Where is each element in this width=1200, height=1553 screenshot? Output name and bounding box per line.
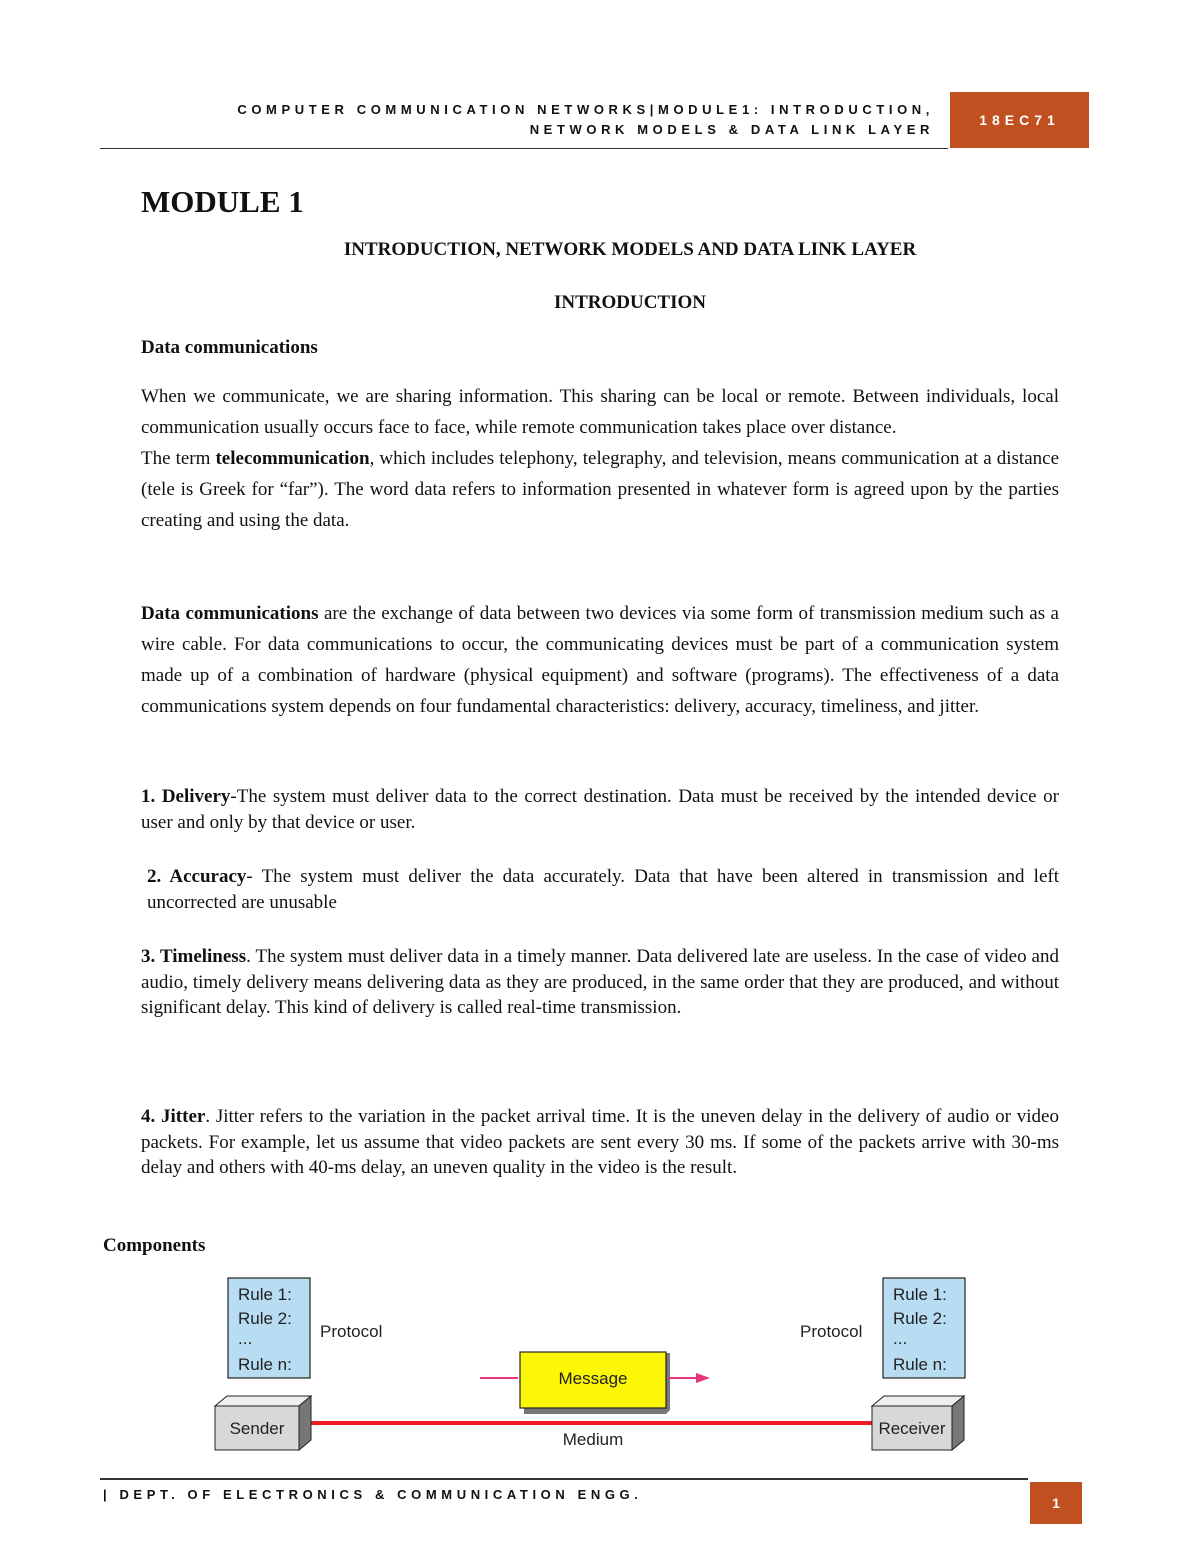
characteristic-label: 1. Delivery (141, 786, 231, 807)
sender-rule-ellipsis: ... (238, 1329, 253, 1348)
receiver-rule-ellipsis: ... (893, 1329, 908, 1348)
receiver-device-top (872, 1396, 964, 1406)
sender-device-top (215, 1396, 311, 1406)
module-subtitle: INTRODUCTION, NETWORK MODELS AND DATA LINK LAYER (343, 239, 917, 260)
data-communications-paragraph (141, 598, 1059, 722)
medium-label: Medium (562, 1430, 624, 1449)
characteristic-text: - The system must deliver the data accurately. Data that have been altered in transmission and left uncorrected are unusable (147, 866, 1059, 913)
course-code-badge: 18EC71 (950, 92, 1089, 148)
sender-rule-n: Rule n: (238, 1355, 292, 1374)
characteristic-text: -The system must deliver data to the correct destination. Data must be received by the intended device or user and only by that device or user. (141, 786, 1059, 833)
header-line-2: NETWORK MODELS & DATA LINK LAYER (529, 122, 934, 137)
receiver-rule-1: Rule 1: (893, 1285, 947, 1304)
components-diagram (200, 1270, 980, 1460)
receiver-device-side (952, 1396, 964, 1450)
components-heading: Components (103, 1235, 206, 1256)
sender-rule-2: Rule 2: (238, 1309, 292, 1328)
footer-divider (100, 1478, 1028, 1480)
characteristic-label: 3. Timeliness (141, 946, 247, 967)
message-label: Message (558, 1369, 628, 1388)
characteristic-label: 4. Jitter (141, 1106, 206, 1127)
term-data-communications: Data communications (141, 603, 319, 624)
term-telecommunication: telecommunication (215, 448, 370, 469)
module-title: MODULE 1 (141, 184, 304, 219)
header-line-1: COMPUTER COMMUNICATION NETWORKS|MODULE1: INTRODUCTION, (237, 102, 934, 117)
running-header (237, 100, 934, 140)
receiver-rule-2: Rule 2: (893, 1309, 947, 1328)
footer-department: | DEPT. OF ELECTRONICS & COMMUNICATION ENGG. (103, 1487, 643, 1502)
paragraph-3-rest: are the exchange of data between two devices via some form of transmission medium such as a wire cable. For data communications to occur, the communicating devices must be part of a communication system made up of a combination of hardware (physical equipment) and software (programs). The effectiveness of a data communications system depends on four fundamental characteristics: delivery, accuracy, timeliness, and jitter. (141, 603, 1059, 717)
data-communications-heading: Data communications (141, 337, 318, 358)
receiver-rule-n: Rule n: (893, 1355, 947, 1374)
characteristic-accuracy (141, 864, 1059, 915)
characteristic-timeliness (141, 944, 1059, 1021)
characteristic-label: 2. Accuracy (147, 866, 247, 887)
sender-rule-1: Rule 1: (238, 1285, 292, 1304)
section-title: INTRODUCTION (553, 292, 707, 313)
receiver-label: Receiver (878, 1419, 946, 1438)
protocol-label-right: Protocol (800, 1322, 863, 1341)
message-arrow-head (696, 1373, 710, 1383)
header-divider (100, 148, 948, 149)
characteristic-text: . The system must deliver data in a timely manner. Data delivered late are useless. In the case of video and audio, timely delivery means delivering data as they are produced, in the same order that they are produced, and without significant delay. This kind of delivery is called real-time transmission. (141, 946, 1059, 1018)
paragraph-2-rest: , which includes telephony, telegraphy, and television, means communication at a distance (tele is Greek for “far”). The word data refers to information presented in whatever form is agreed upon by the parties creating and using the data. (141, 448, 1060, 531)
paragraph-1: When we communicate, we are sharing information. This sharing can be local or remote. Between individuals, local communication usually occurs face to face, while remote communication takes place over distance. (141, 386, 1059, 438)
page-number-badge: 1 (1030, 1482, 1082, 1524)
paragraph-2-start: The term (141, 448, 216, 469)
sender-label: Sender (229, 1419, 285, 1438)
characteristic-delivery (141, 784, 1059, 835)
characteristic-text: . Jitter refers to the variation in the packet arrival time. It is the uneven delay in the delivery of audio or video packets. For example, let us assume that video packets are sent every 30 ms. If some of the packets arrive with 30-ms delay and others with 40-ms delay, an uneven quality in the video is the result. (141, 1106, 1059, 1178)
sender-device-side (299, 1396, 311, 1450)
characteristic-jitter (141, 1104, 1059, 1181)
intro-paragraph (141, 381, 1059, 536)
protocol-label-left: Protocol (320, 1322, 383, 1341)
